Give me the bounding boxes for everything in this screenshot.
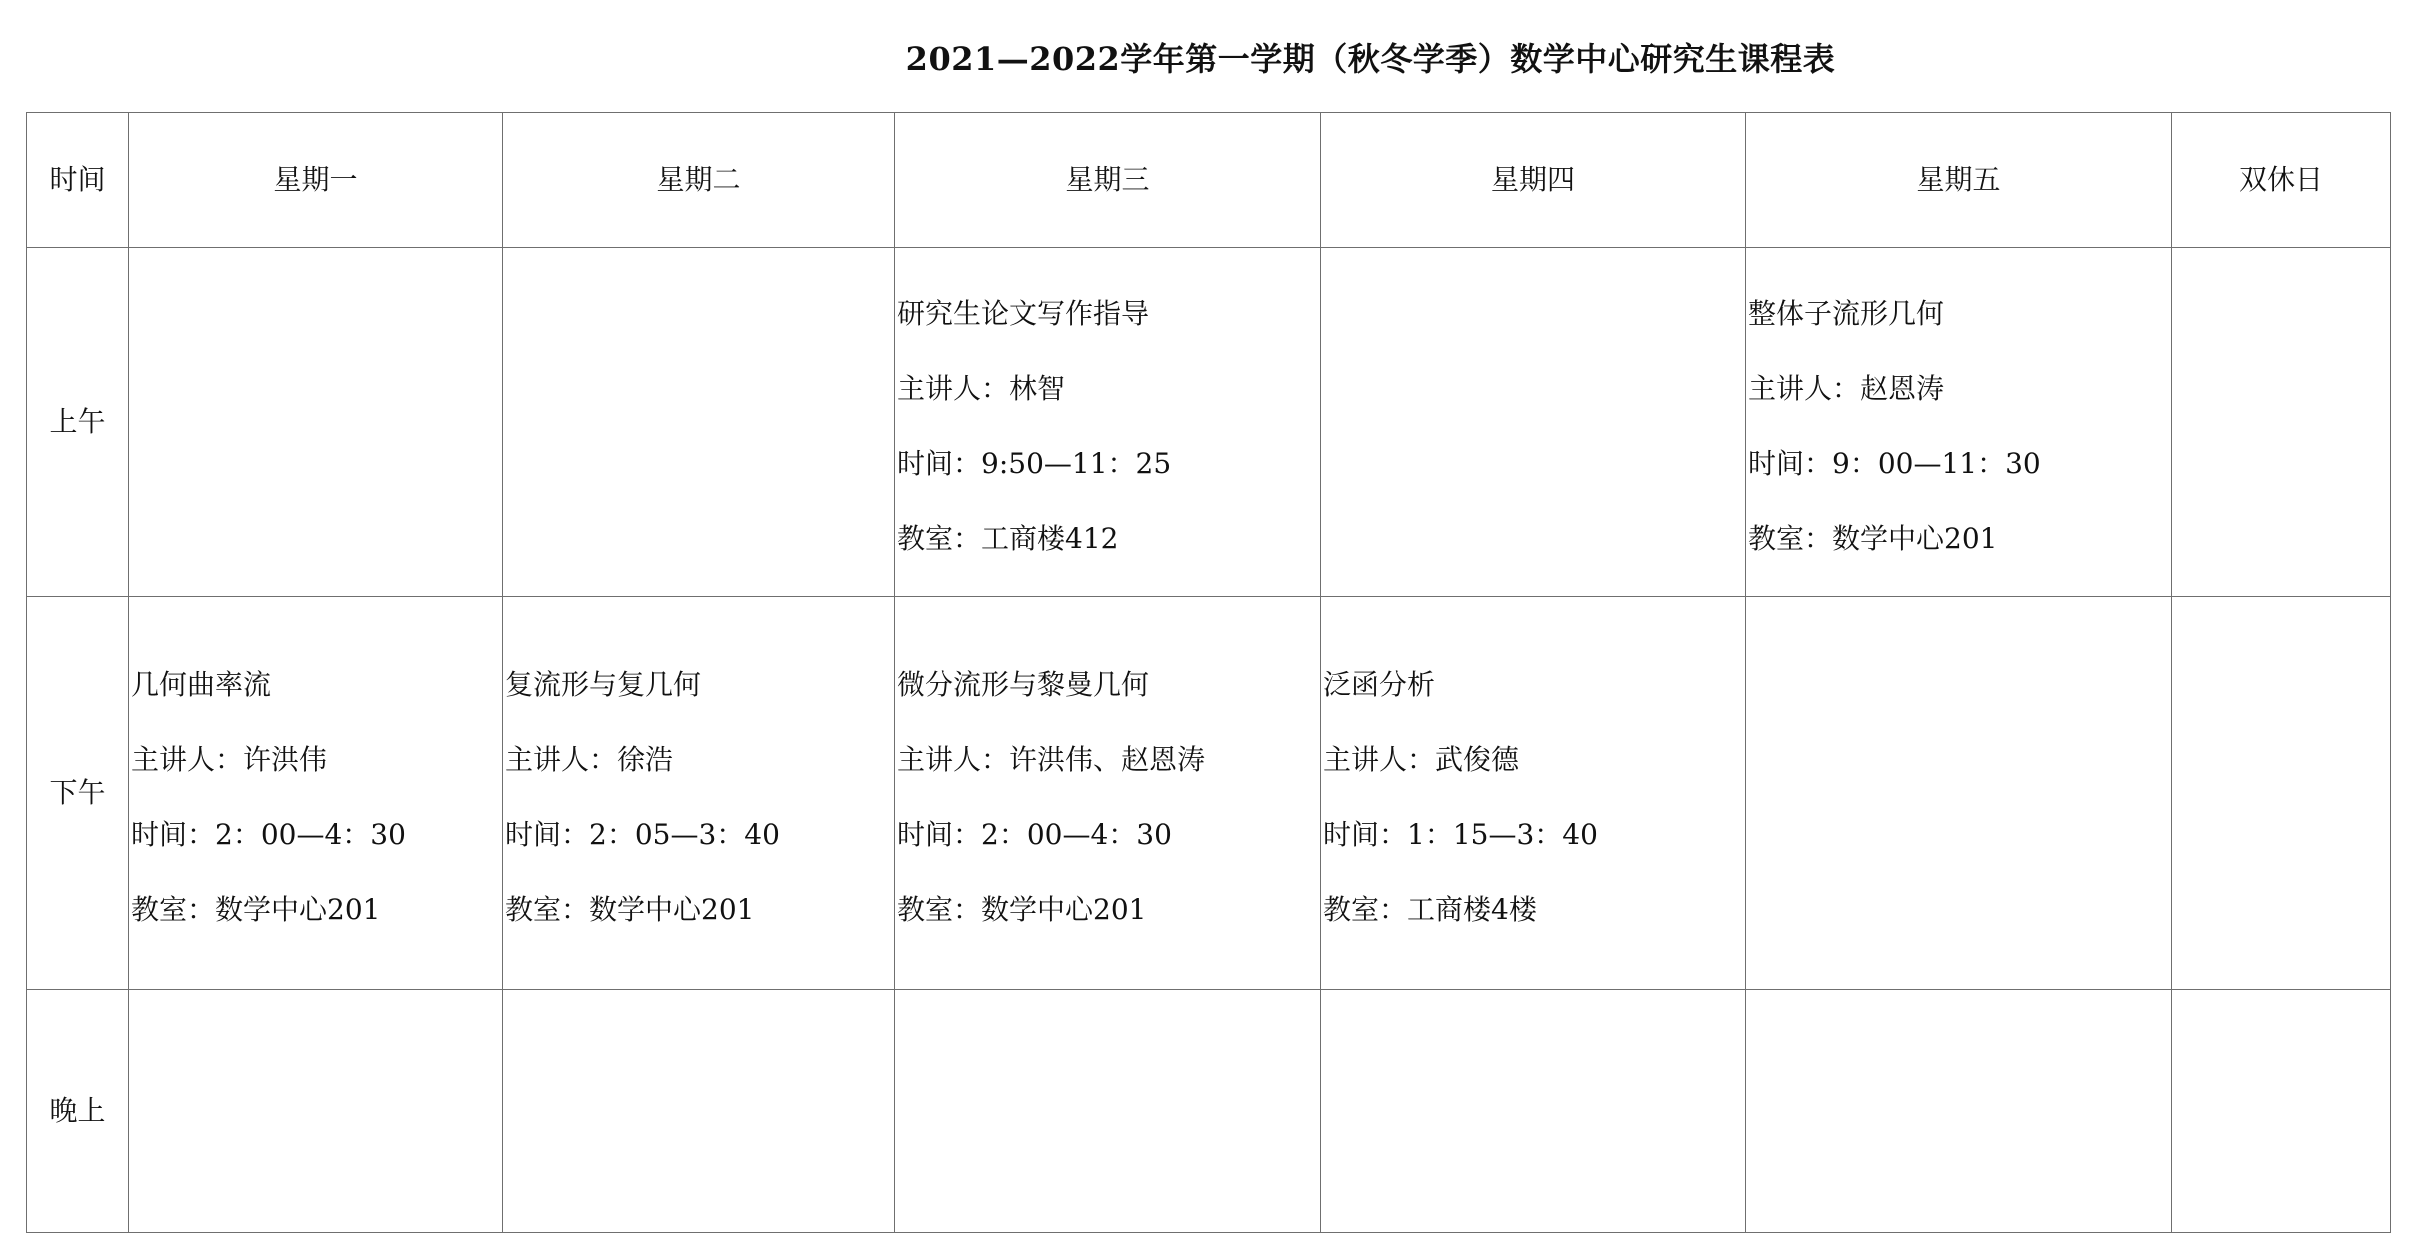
course-block [129, 597, 502, 963]
schedule-title: 2021—2022学年第一学期（秋冬学季）数学中心研究生课程表 [905, 40, 1836, 78]
header-wednesday: 星期三 [895, 113, 1321, 248]
header-time: 时间 [27, 113, 129, 248]
header-friday: 星期五 [1746, 113, 2172, 248]
cell-thursday-morning [1321, 248, 1746, 597]
course-block [1746, 248, 2171, 592]
course-lecturer: 主讲人：许洪伟、赵恩涛 [897, 743, 1206, 776]
cell-monday-morning [129, 248, 503, 597]
cell-friday-evening [1746, 990, 2172, 1233]
course-time: 时间：2：00—4：30 [131, 818, 406, 851]
cell-monday-evening [129, 990, 503, 1233]
cell-weekend-afternoon [2172, 597, 2391, 990]
course-time: 时间：2：05—3：40 [505, 818, 780, 851]
cell-tuesday-evening [503, 990, 895, 1233]
evening-row [27, 990, 2391, 1233]
morning-label: 上午 [27, 248, 129, 597]
afternoon-label: 下午 [27, 597, 129, 990]
course-block [895, 248, 1320, 592]
evening-label: 晚上 [27, 990, 129, 1233]
course-room: 教室：数学中心201 [897, 893, 1147, 926]
course-room: 教室：工商楼412 [897, 522, 1119, 555]
cell-monday-afternoon [129, 597, 503, 990]
course-time: 时间：9:50—11：25 [897, 447, 1172, 480]
cell-friday-morning [1746, 248, 2172, 597]
cell-weekend-evening [2172, 990, 2391, 1233]
morning-row [27, 248, 2391, 597]
cell-tuesday-afternoon [503, 597, 895, 990]
course-name: 研究生论文写作指导 [897, 297, 1150, 330]
cell-thursday-afternoon [1321, 597, 1746, 990]
course-block [1321, 597, 1745, 963]
course-name: 几何曲率流 [131, 668, 272, 701]
course-time: 时间：9：00—11：30 [1748, 447, 2041, 480]
cell-tuesday-morning [503, 248, 895, 597]
course-room: 教室：数学中心201 [131, 893, 381, 926]
course-schedule-table [26, 112, 2391, 1233]
cell-friday-afternoon [1746, 597, 2172, 990]
cell-thursday-evening [1321, 990, 1746, 1233]
course-room: 教室：工商楼4楼 [1323, 893, 1537, 926]
course-room: 教室：数学中心201 [505, 893, 755, 926]
course-time: 时间：1：15—3：40 [1323, 818, 1598, 851]
course-name: 微分流形与黎曼几何 [897, 668, 1150, 701]
cell-wednesday-afternoon [895, 597, 1321, 990]
course-lecturer: 主讲人：许洪伟 [131, 743, 328, 776]
header-tuesday: 星期二 [503, 113, 895, 248]
course-block [895, 597, 1320, 963]
course-lecturer: 主讲人：徐浩 [505, 743, 674, 776]
course-name: 泛函分析 [1323, 668, 1436, 701]
course-block [503, 597, 894, 963]
cell-wednesday-evening [895, 990, 1321, 1233]
course-time: 时间：2：00—4：30 [897, 818, 1172, 851]
afternoon-row [27, 597, 2391, 990]
cell-wednesday-morning [895, 248, 1321, 597]
header-thursday: 星期四 [1321, 113, 1746, 248]
header-monday: 星期一 [129, 113, 503, 248]
header-row [27, 113, 2391, 248]
header-weekend: 双休日 [2172, 113, 2391, 248]
course-lecturer: 主讲人：林智 [897, 372, 1066, 405]
cell-weekend-morning [2172, 248, 2391, 597]
course-room: 教室：数学中心201 [1748, 522, 1998, 555]
course-name: 整体子流形几何 [1748, 297, 1945, 330]
course-lecturer: 主讲人：赵恩涛 [1748, 372, 1945, 405]
course-lecturer: 主讲人：武俊德 [1323, 743, 1520, 776]
course-name: 复流形与复几何 [505, 668, 702, 701]
